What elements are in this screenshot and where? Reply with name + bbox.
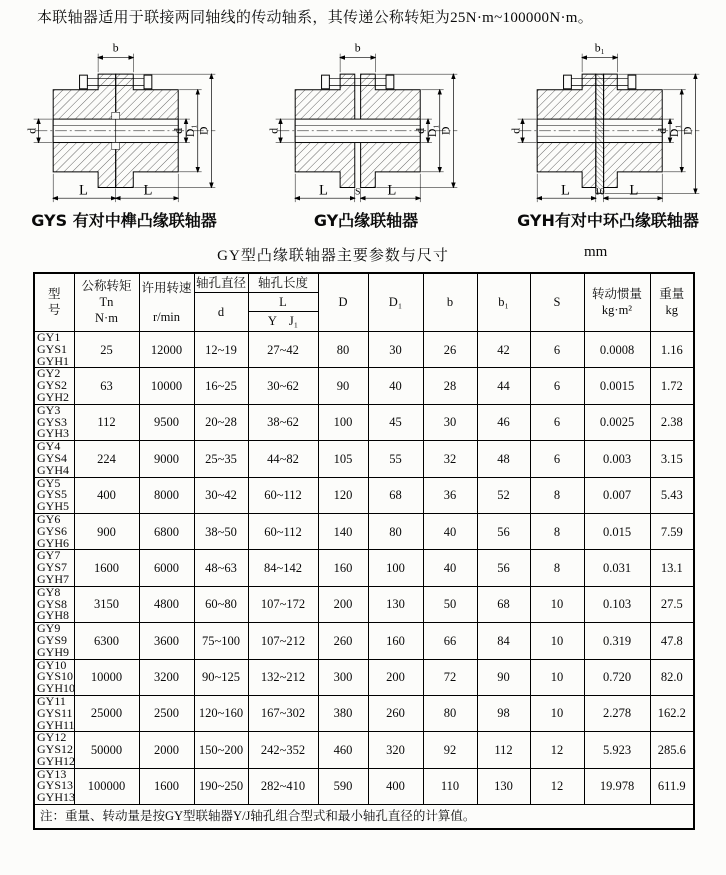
value-cell: 2500 — [139, 695, 194, 731]
value-cell: 13.1 — [650, 550, 694, 586]
model-name: GY5 — [37, 475, 61, 490]
model-name: GY7 — [37, 548, 61, 563]
dim-label-d-outer: D — [439, 126, 453, 135]
bolt — [322, 75, 394, 89]
value-cell: 84~142 — [248, 550, 318, 586]
dim-label-l-right: L — [629, 181, 639, 198]
dim-label-d-left: d — [509, 127, 523, 134]
value-cell: 2000 — [139, 732, 194, 768]
value-cell: 9500 — [139, 404, 194, 440]
value-cell: 460 — [318, 732, 368, 768]
value-cell: 162.2 — [650, 695, 694, 731]
value-cell: 224 — [74, 441, 139, 477]
table-row — [34, 441, 694, 477]
value-cell: 25 — [74, 332, 139, 368]
value-cell: 190~250 — [194, 768, 248, 804]
diagram-row — [14, 39, 718, 231]
value-cell: 10 — [530, 695, 584, 731]
value-cell: 30 — [423, 404, 477, 440]
model-name: GYS7 — [37, 560, 68, 575]
diagram-gy-caption: GY凸缘联轴器 — [313, 210, 419, 230]
value-cell: 2.278 — [584, 695, 650, 731]
table-row — [34, 695, 694, 731]
value-cell: 0.015 — [584, 513, 650, 549]
value-cell: 4800 — [139, 586, 194, 622]
value-cell: 42 — [477, 332, 530, 368]
value-cell: 0.0015 — [584, 368, 650, 404]
dim-label-d-outer: D — [197, 126, 211, 135]
value-cell: 50000 — [74, 732, 139, 768]
value-cell: 12000 — [139, 332, 194, 368]
table-row — [34, 513, 694, 549]
value-cell: 60~112 — [248, 477, 318, 513]
value-cell: 10 — [530, 623, 584, 659]
value-cell: 28 — [423, 368, 477, 404]
value-cell: 48~63 — [194, 550, 248, 586]
model-cell — [34, 732, 74, 768]
model-name: GYS6 — [37, 523, 68, 538]
model-name: GYH4 — [37, 462, 69, 477]
value-cell: 56 — [477, 550, 530, 586]
diagram-gys-caption: GYS 有对中榫凸缘联轴器 — [31, 210, 217, 230]
value-cell: 400 — [368, 768, 423, 804]
model-name: GY8 — [37, 584, 61, 599]
model-cell — [34, 768, 74, 804]
dim-label-l-left: L — [78, 181, 88, 198]
dim-label-l-right: L — [387, 181, 397, 198]
value-cell: 9000 — [139, 441, 194, 477]
value-cell: 10000 — [139, 368, 194, 404]
col-header-b: b — [423, 273, 477, 332]
value-cell: 36 — [423, 477, 477, 513]
value-cell: 10000 — [74, 659, 139, 695]
value-cell: 1.72 — [650, 368, 694, 404]
value-cell: 100 — [368, 550, 423, 586]
col-header-bore-diameter: 轴孔直径 — [194, 273, 248, 293]
value-cell: 0.103 — [584, 586, 650, 622]
parameters-table — [33, 272, 695, 831]
col-header-weight: 重量 kg — [650, 273, 694, 332]
value-cell: 380 — [318, 695, 368, 731]
value-cell: 107~172 — [248, 586, 318, 622]
col-header-speed: 许用转速 r/min — [139, 273, 194, 332]
value-cell: 130 — [477, 768, 530, 804]
value-cell: 40 — [368, 368, 423, 404]
value-cell: 16~25 — [194, 368, 248, 404]
value-cell: 32 — [423, 441, 477, 477]
diagram-gyh — [498, 39, 718, 231]
value-cell: 130 — [368, 586, 423, 622]
diagram-gyh-caption: GYH有对中环凸缘联轴器 — [517, 210, 699, 230]
dim-label-d1: D₁ — [425, 124, 439, 137]
col-subheader-d: d — [194, 293, 248, 332]
model-name: GYS10 — [37, 669, 74, 684]
value-cell: 38~50 — [194, 513, 248, 549]
value-cell: 30~42 — [194, 477, 248, 513]
model-name: GY11 — [37, 693, 66, 708]
model-name: GYH3 — [37, 426, 69, 441]
value-cell: 167~302 — [248, 695, 318, 731]
model-name: GY12 — [37, 730, 67, 745]
value-cell: 66 — [423, 623, 477, 659]
value-cell: 0.007 — [584, 477, 650, 513]
value-cell: 0.0008 — [584, 332, 650, 368]
value-cell: 82.0 — [650, 659, 694, 695]
value-cell: 44 — [477, 368, 530, 404]
table-row — [34, 368, 694, 404]
model-name: GYH13 — [37, 790, 75, 805]
value-cell: 90 — [477, 659, 530, 695]
model-cell — [34, 441, 74, 477]
table-row — [34, 477, 694, 513]
value-cell: 40 — [423, 513, 477, 549]
model-name: GYH10 — [37, 681, 75, 696]
value-cell: 84 — [477, 623, 530, 659]
value-cell: 48 — [477, 441, 530, 477]
value-cell: 6300 — [74, 623, 139, 659]
model-name: GYH5 — [37, 499, 69, 514]
dim-label-d-right: d — [172, 127, 186, 134]
value-cell: 47.8 — [650, 623, 694, 659]
value-cell: 27~42 — [248, 332, 318, 368]
value-cell: 260 — [318, 623, 368, 659]
model-name: GYS2 — [37, 378, 68, 393]
value-cell: 120~160 — [194, 695, 248, 731]
diagram-gys — [14, 39, 234, 231]
table-title: GY型凸缘联轴器主要参数与尺寸 — [217, 247, 449, 264]
diagram-gy — [256, 39, 476, 231]
value-cell: 72 — [423, 659, 477, 695]
model-name: GYS13 — [37, 778, 74, 793]
model-name: GYH11 — [37, 717, 75, 732]
model-name: GYH1 — [37, 353, 69, 368]
value-cell: 100 — [318, 404, 368, 440]
model-name: GY9 — [37, 621, 61, 636]
model-name: GYS11 — [37, 705, 73, 720]
value-cell: 100000 — [74, 768, 139, 804]
value-cell: 52 — [477, 477, 530, 513]
value-cell: 25000 — [74, 695, 139, 731]
value-cell: 45 — [368, 404, 423, 440]
value-cell: 120 — [318, 477, 368, 513]
model-cell — [34, 368, 74, 404]
value-cell: 56 — [477, 513, 530, 549]
value-cell: 900 — [74, 513, 139, 549]
value-cell: 92 — [423, 732, 477, 768]
value-cell: 110 — [423, 768, 477, 804]
model-cell — [34, 477, 74, 513]
value-cell: 611.9 — [650, 768, 694, 804]
value-cell: 3600 — [139, 623, 194, 659]
model-cell — [34, 332, 74, 368]
model-name: GYS5 — [37, 487, 68, 502]
value-cell: 400 — [74, 477, 139, 513]
value-cell: 80 — [423, 695, 477, 731]
table-row — [34, 768, 694, 804]
value-cell: 60~112 — [248, 513, 318, 549]
value-cell: 132~212 — [248, 659, 318, 695]
value-cell: 590 — [318, 768, 368, 804]
value-cell: 3200 — [139, 659, 194, 695]
table-row — [34, 404, 694, 440]
col-header-D: D — [318, 273, 368, 332]
dim-label-d-outer: D — [681, 126, 695, 135]
value-cell: 90 — [318, 368, 368, 404]
value-cell: 6 — [530, 404, 584, 440]
model-name: GYH6 — [37, 535, 69, 550]
value-cell: 150~200 — [194, 732, 248, 768]
value-cell: 5.923 — [584, 732, 650, 768]
value-cell: 12~19 — [194, 332, 248, 368]
value-cell: 200 — [368, 659, 423, 695]
value-cell: 320 — [368, 732, 423, 768]
value-cell: 12 — [530, 732, 584, 768]
coupling-drawing-gys — [14, 39, 234, 207]
col-header-D1: D₁ — [368, 273, 423, 332]
col-header-S: S — [530, 273, 584, 332]
value-cell: 46 — [477, 404, 530, 440]
value-cell: 27.5 — [650, 586, 694, 622]
dim-label-s: S — [354, 185, 361, 197]
value-cell: 7.59 — [650, 513, 694, 549]
model-name: GY10 — [37, 657, 67, 672]
value-cell: 55 — [368, 441, 423, 477]
value-cell: 6800 — [139, 513, 194, 549]
model-name: GY4 — [37, 439, 61, 454]
document-page — [0, 9, 726, 830]
value-cell: 8 — [530, 513, 584, 549]
col-header-bore-length: 轴孔长度 — [248, 273, 318, 293]
value-cell: 26 — [423, 332, 477, 368]
value-cell: 300 — [318, 659, 368, 695]
value-cell: 40 — [423, 550, 477, 586]
dim-label-d-right: d — [656, 127, 670, 134]
value-cell: 6000 — [139, 550, 194, 586]
table-row — [34, 659, 694, 695]
model-cell — [34, 404, 74, 440]
value-cell: 8 — [530, 477, 584, 513]
value-cell: 1600 — [74, 550, 139, 586]
dim-label-d-left: d — [25, 127, 39, 134]
centering-ring — [596, 74, 604, 193]
table-body — [34, 332, 694, 805]
col-header-torque: 公称转矩 Tn N·m — [74, 273, 139, 332]
model-name: GY3 — [37, 402, 61, 417]
value-cell: 200 — [318, 586, 368, 622]
dim-label-b: b — [354, 41, 361, 55]
value-cell: 50 — [423, 586, 477, 622]
value-cell: 0.003 — [584, 441, 650, 477]
model-name: GYS4 — [37, 450, 68, 465]
dim-label-d-right: d — [414, 127, 428, 134]
dim-label-d-left: d — [267, 127, 281, 134]
dim-label-b: b — [112, 41, 119, 55]
value-cell: 1600 — [139, 768, 194, 804]
spigot-step-top — [112, 112, 120, 119]
dim-label-ring-width: 10 — [594, 185, 605, 197]
value-cell: 30~62 — [248, 368, 318, 404]
model-cell — [34, 659, 74, 695]
value-cell: 75~100 — [194, 623, 248, 659]
value-cell: 8000 — [139, 477, 194, 513]
dim-label-b1: b₁ — [594, 41, 605, 55]
model-name: GYS1 — [37, 341, 68, 356]
value-cell: 105 — [318, 441, 368, 477]
model-name: GYS9 — [37, 632, 68, 647]
value-cell: 3.15 — [650, 441, 694, 477]
value-cell: 68 — [477, 586, 530, 622]
model-name: GYS8 — [37, 596, 68, 611]
col-header-b1: b₁ — [477, 273, 530, 332]
value-cell: 10 — [530, 586, 584, 622]
value-cell: 0.031 — [584, 550, 650, 586]
value-cell: 90~125 — [194, 659, 248, 695]
intro-paragraph: 本联轴器适用于联接两同轴线的传动轴系，其传递公称转矩为25N·m~100000N·m。 — [37, 10, 594, 26]
model-name: GY1 — [37, 330, 61, 344]
model-name: GYS3 — [37, 414, 68, 429]
value-cell: 68 — [368, 477, 423, 513]
table-row — [34, 332, 694, 368]
dim-label-d1: D₁ — [183, 124, 197, 137]
table-row — [34, 550, 694, 586]
model-name: GY6 — [37, 511, 61, 526]
value-cell: 242~352 — [248, 732, 318, 768]
value-cell: 0.0025 — [584, 404, 650, 440]
value-cell: 0.720 — [584, 659, 650, 695]
model-name: GYH9 — [37, 644, 69, 659]
value-cell: 3150 — [74, 586, 139, 622]
table-title-row — [33, 244, 693, 264]
model-name: GYH8 — [37, 608, 69, 623]
coupling-drawing-gy — [256, 39, 476, 207]
value-cell: 6 — [530, 441, 584, 477]
table-row — [34, 732, 694, 768]
value-cell: 80 — [368, 513, 423, 549]
value-cell: 260 — [368, 695, 423, 731]
value-cell: 282~410 — [248, 768, 318, 804]
value-cell: 25~35 — [194, 441, 248, 477]
value-cell: 160 — [368, 623, 423, 659]
model-cell — [34, 513, 74, 549]
dim-label-d1: D₁ — [667, 124, 681, 137]
col-header-model: 型号 — [34, 273, 74, 332]
value-cell: 8 — [530, 550, 584, 586]
value-cell: 160 — [318, 550, 368, 586]
model-name: GYS12 — [37, 742, 74, 757]
value-cell: 98 — [477, 695, 530, 731]
model-name: GY13 — [37, 766, 67, 781]
model-cell — [34, 695, 74, 731]
model-cell — [34, 550, 74, 586]
value-cell: 140 — [318, 513, 368, 549]
model-name: GY2 — [37, 366, 61, 381]
value-cell: 112 — [74, 404, 139, 440]
value-cell: 63 — [74, 368, 139, 404]
value-cell: 2.38 — [650, 404, 694, 440]
value-cell: 44~82 — [248, 441, 318, 477]
value-cell: 60~80 — [194, 586, 248, 622]
value-cell: 107~212 — [248, 623, 318, 659]
value-cell: 10 — [530, 659, 584, 695]
unit-label: mm — [584, 243, 608, 260]
value-cell: 5.43 — [650, 477, 694, 513]
value-cell: 6 — [530, 332, 584, 368]
dim-label-l-right: L — [143, 181, 153, 198]
table-row — [34, 623, 694, 659]
col-subheader-YJ1: Y J₁ — [248, 312, 318, 332]
value-cell: 38~62 — [248, 404, 318, 440]
col-subheader-L: L — [248, 293, 318, 312]
model-name: GYH12 — [37, 753, 75, 768]
value-cell: 12 — [530, 768, 584, 804]
model-name: GYH2 — [37, 389, 69, 404]
coupling-drawing-gyh — [498, 39, 718, 207]
spigot-step-bottom — [112, 142, 120, 149]
table-note: 注：重量、转动量是按GY型联轴器Y/J轴孔组合型式和最小轴孔直径的计算值。 — [34, 805, 694, 830]
table-row — [34, 586, 694, 622]
value-cell: 30 — [368, 332, 423, 368]
model-cell — [34, 623, 74, 659]
value-cell: 112 — [477, 732, 530, 768]
value-cell: 6 — [530, 368, 584, 404]
model-cell — [34, 586, 74, 622]
value-cell: 285.6 — [650, 732, 694, 768]
value-cell: 19.978 — [584, 768, 650, 804]
value-cell: 1.16 — [650, 332, 694, 368]
dim-label-l-left: L — [319, 181, 328, 198]
dim-label-l-left: L — [561, 181, 570, 198]
model-name: GYH7 — [37, 571, 69, 586]
table-header — [34, 273, 694, 332]
value-cell: 80 — [318, 332, 368, 368]
value-cell: 0.319 — [584, 623, 650, 659]
col-header-inertia: 转动惯量 kg·m² — [584, 273, 650, 332]
value-cell: 20~28 — [194, 404, 248, 440]
